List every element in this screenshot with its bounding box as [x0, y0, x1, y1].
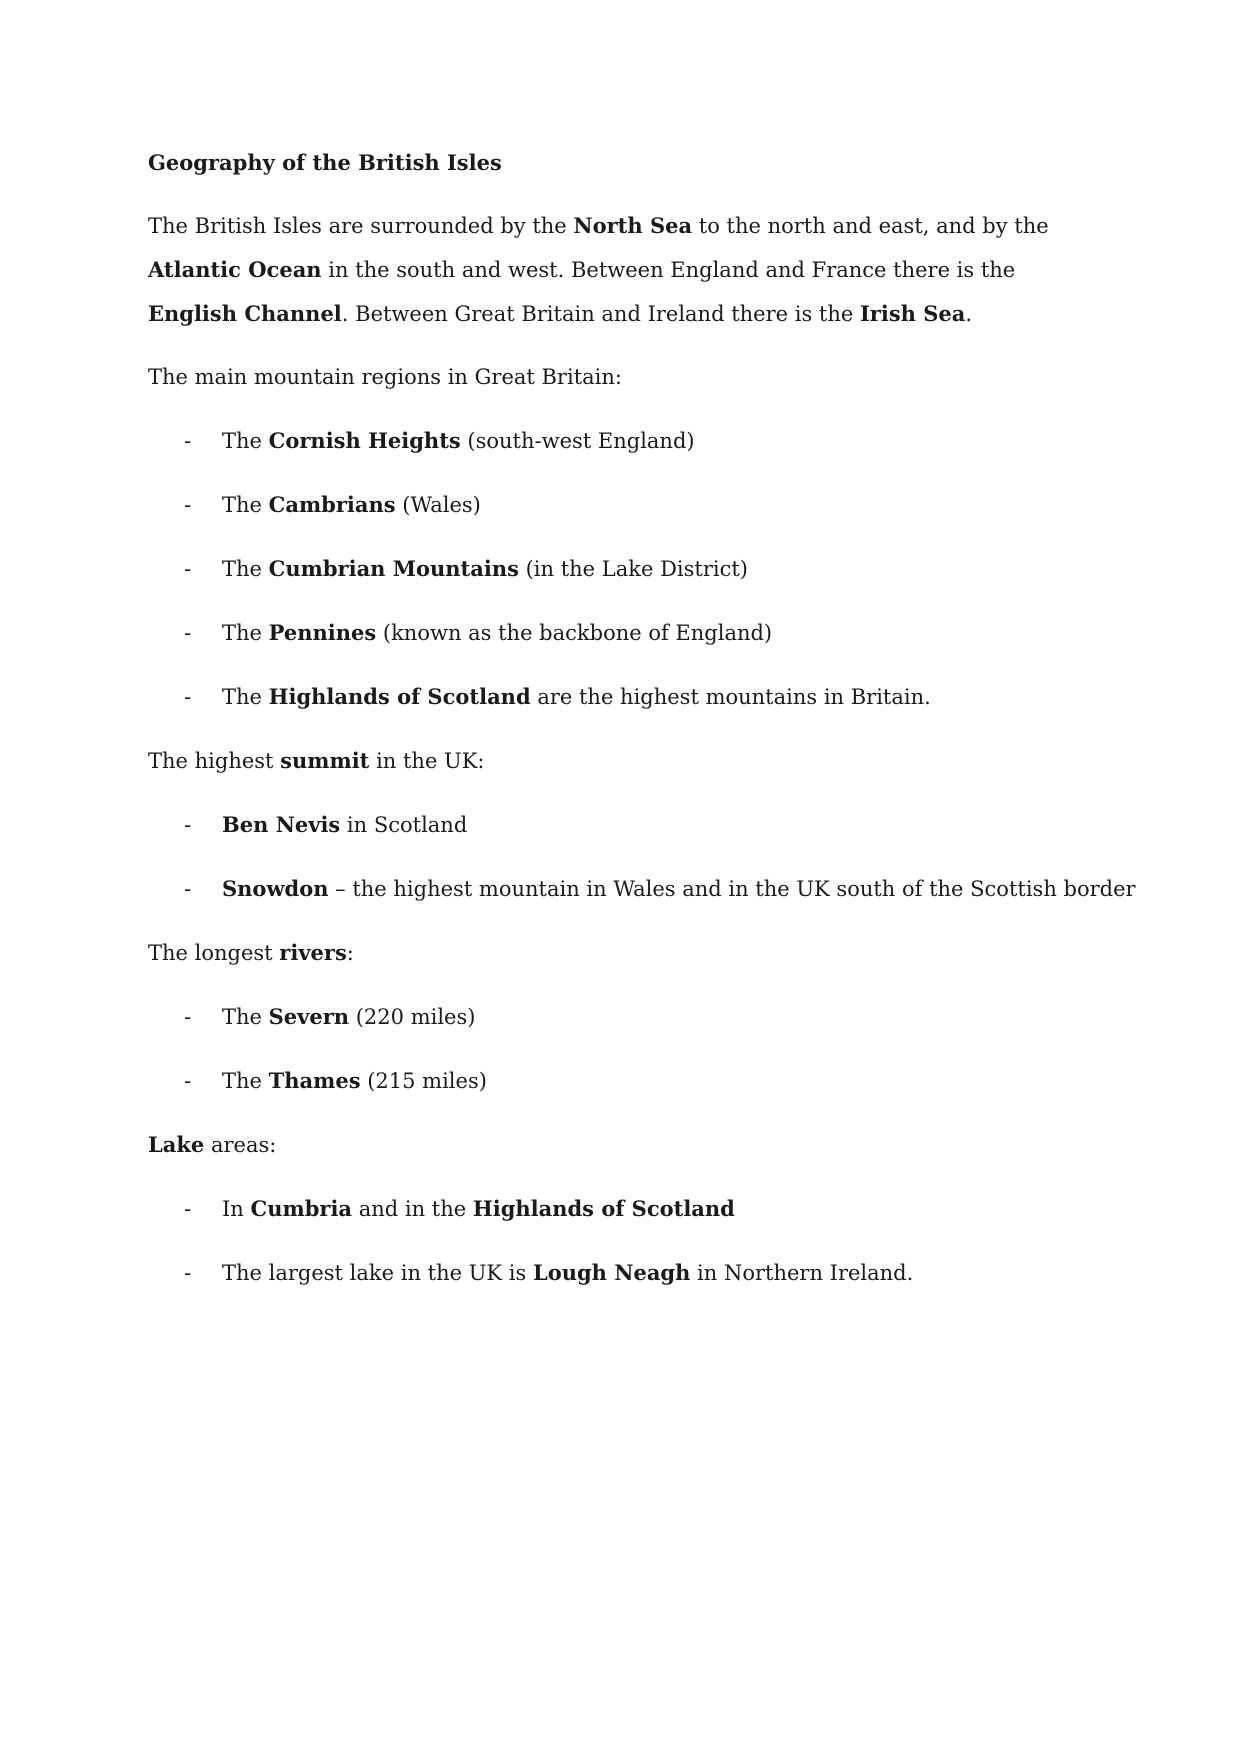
intro-paragraph: The British Isles are surrounded by the North Sea to the north and east, and by the Atlantic Ocean in the south and west. Between England and France there is the English Channel. Between Great Britain and Ireland there is the Irish Sea.	[148, 213, 1049, 326]
bullet-dash: -	[184, 877, 192, 901]
lakes-heading: Lake areas:	[148, 1132, 277, 1157]
bullet-dash: -	[184, 685, 192, 709]
bullet-dash: -	[184, 1069, 192, 1093]
mountains-heading: The main mountain regions in Great Britain:	[148, 365, 622, 389]
summit-heading: The highest summit in the UK:	[148, 748, 485, 773]
bullet-dash: -	[184, 813, 192, 837]
bullet-dash: -	[184, 1261, 192, 1285]
bullet-dash: -	[184, 493, 192, 517]
bullet-dash: -	[184, 557, 192, 581]
bullet-dash: -	[184, 621, 192, 645]
rivers-heading: The longest rivers:	[148, 940, 354, 965]
bullet-dash: -	[184, 1005, 192, 1029]
bullet-dash: -	[184, 1197, 192, 1221]
document-page: Geography of the British Isles The British Isles are surrounded by the North Sea to the north and east, and by the Atlantic Ocean in the south and west. Between England and France there is the English Channel. Between Great Britain and Ireland there is the Irish Sea. The main mountain regions in Great Britain: - The Cornish Heights (south-west England) - The Cambrians (Wales) - The Cumbrian Mountains (in the Lake District) - The Pennines (known as the backbone of England) - The Highlands of Scotland are the highest mountains in Britain. The highest summit in the UK: - Ben Nevis in Scotland - Snowdon – the highest mountain in Wales and in the UK south of the Scottish border The longest rivers: - The Severn (220 miles) - The Thames (215 miles) Lake areas: - In Cumbria and in the Highlands of Scotland - The largest lake in the UK is Lough Neagh in Northern Ireland.	[0, 0, 1240, 1754]
bullet-dash: -	[184, 429, 192, 453]
page-title: Geography of the British Isles	[148, 150, 502, 175]
